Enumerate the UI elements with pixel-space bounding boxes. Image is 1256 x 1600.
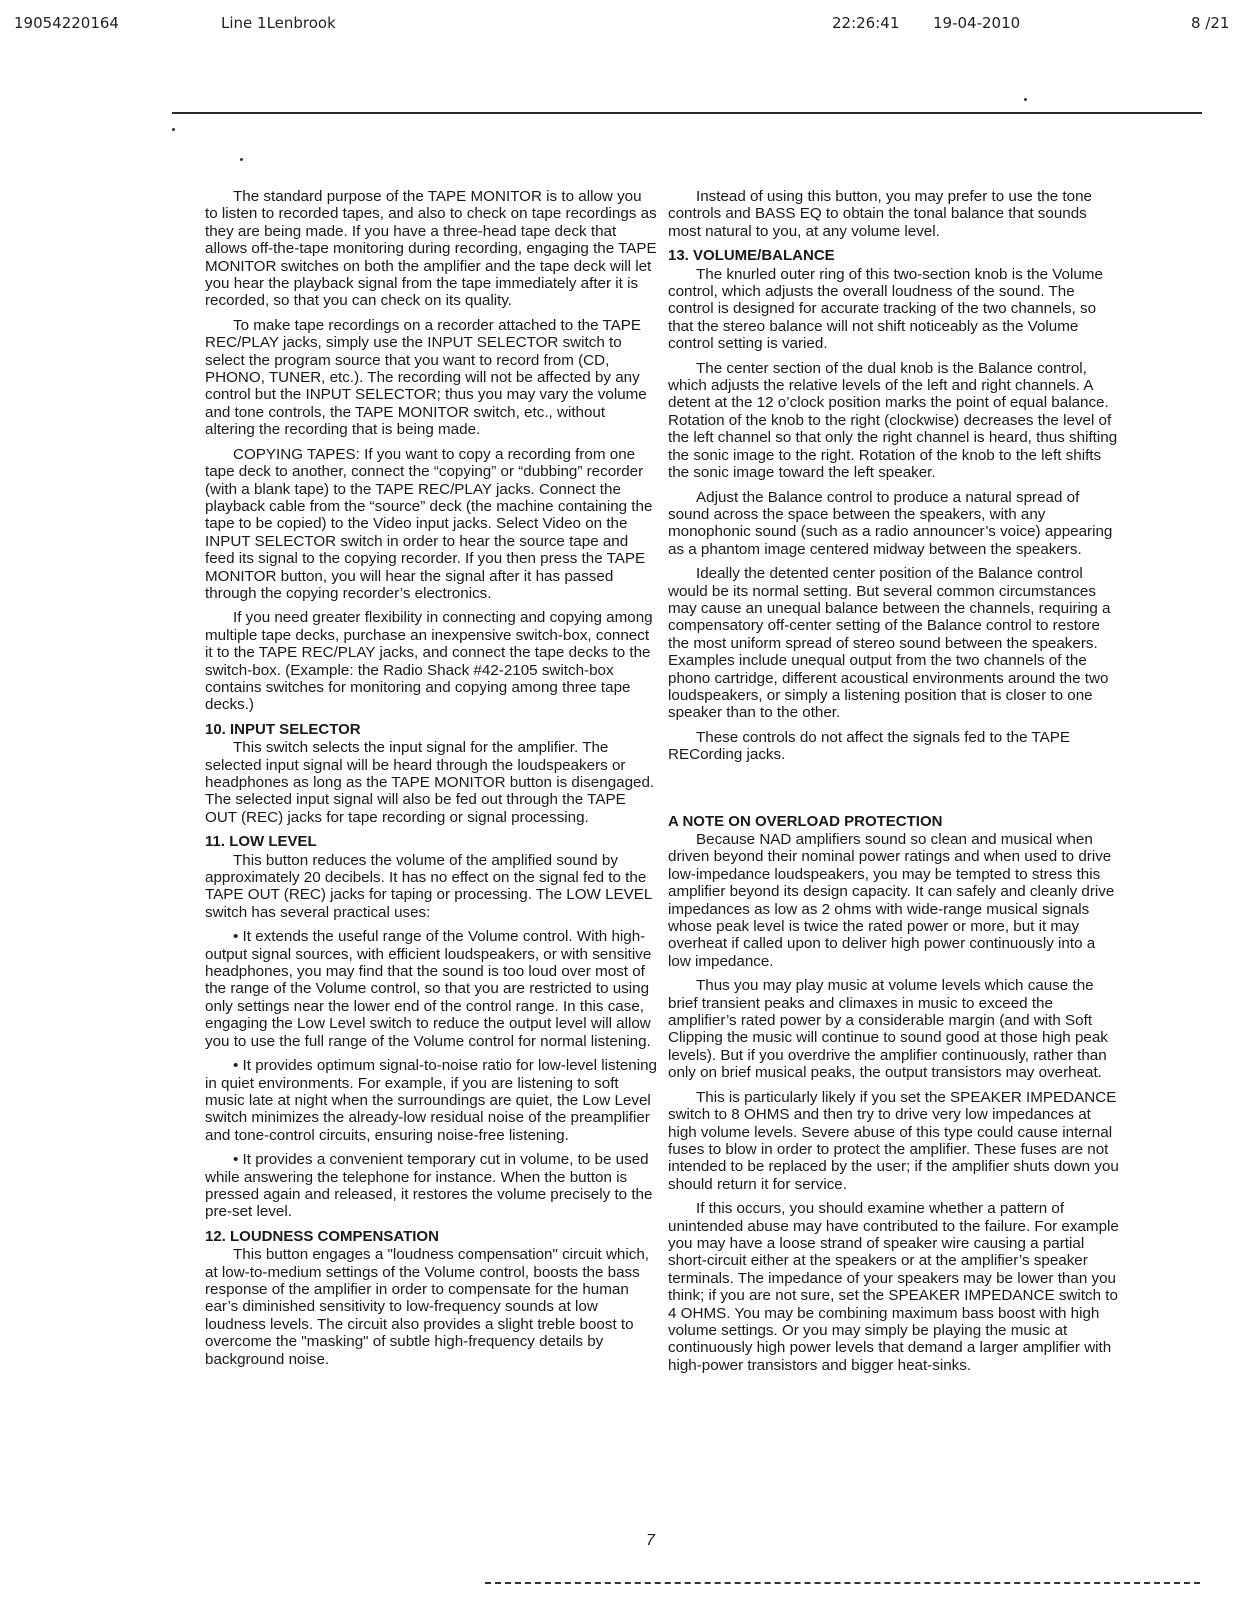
paragraph-tape-recordings: To make tape recordings on a recorder attached to the TAPE REC/PLAY jacks, simply use the INPUT SELECTOR switch to select the program source that you want to record from (CD, PHONO, TUNER, etc.). The recording will not be affected by any control but the INPUT SELECTOR; thus you may vary the volume and tone controls, the TAPE MONITOR switch, etc., without altering the recording that is being made. xyxy=(205,316,647,439)
scan-speck xyxy=(172,128,175,131)
fax-time: 22:26:41 xyxy=(832,14,900,32)
paragraph-low-level-intro: This button reduces the volume of the amplified sound by approximately 20 decibels. It has no effect on the signal fed to the TAPE OUT (REC) jacks for taping or processing. The LOW LEVEL switch has several practical uses: xyxy=(205,851,652,921)
paragraph-balance-control: The center section of the dual knob is the Balance control, which adjusts the relative levels of the left and right channels. A detent at the 12 o’clock position marks the point of equal balance. Rotation of the knob to the right (clockwise) decreases the level of the left channel so that only the right channel is heard, thus shifting the sonic image to the right. Rotation of the knob to the left shifts the sonic image toward the left speaker. xyxy=(668,359,1118,482)
heading-loudness-compensation: 12. LOUDNESS COMPENSATION xyxy=(205,1227,439,1245)
page-number: 7 xyxy=(646,1532,655,1549)
paragraph-overload-peaks: Thus you may play music at volume levels which cause the brief transient peaks and climaxes in music to exceed the amplifier’s rated power by a considerable margin (and with Soft Clipping the music will continue to sound good at those high peak levels). But if you overdrive the amplifier continuously, rather than only on brief musical peaks, the output transistors may overheat. xyxy=(668,977,1108,1082)
scan-speck xyxy=(240,158,243,161)
paragraph-tape-monitor: The standard purpose of the TAPE MONITOR is to allow you to listen to recorded tapes, and also to check on tape recordings as they are being made. If you have a three-head tape deck that allows off-the-tape monitoring during recording, engaging the TAPE MONITOR switches on both the amplifier and the tape deck will let you hear the playback signal from the tape immediately after it is recorded, so that you can check on its quality. xyxy=(205,188,657,310)
fax-sender: Line 1Lenbrook xyxy=(221,14,336,32)
paragraph-switch-box: If you need greater flexibility in connecting and copying among multiple tape decks, purchase an inexpensive switch-box, connect it to the TAPE REC/PLAY jacks, and connect the tape decks to the switch-box. (Example: the Radio Shack #42-2105 switch-box contains switches for monitoring and copying among three tape decks.) xyxy=(205,609,653,714)
paragraph-copying-tapes: COPYING TAPES: If you want to copy a recording from one tape deck to another, connect the “copying” or “dubbing” recorder (with a blank tape) to the TAPE REC/PLAY jacks. Connect the playback cable from the “source” deck (the machine containing the tape to be copied) to the Video input jacks. Select Video on the INPUT SELECTOR switch in order to hear the source tape and feed its signal to the copying recorder. If you then press the TAPE MONITOR button, you will hear the signal after it has passed through the copying recorder’s electronics. xyxy=(205,445,653,602)
paragraph-volume-control: The knurled outer ring of this two-section knob is the Volume control, which adjusts the overall loudness of the sound. The control is designed for accurate tracking of the two channels, so that the stereo balance will not shift noticeably as the Volume control setting is varied. xyxy=(668,265,1103,353)
paragraph-input-selector: This switch selects the input signal for the amplifier. The selected input signal will be heard through the loudspeakers or headphones as long as the TAPE MONITOR button is disengaged. The selected input signal will also be fed out through the TAPE OUT (REC) jacks for tape recording or signal processing. xyxy=(205,739,655,826)
heading-low-level: 11. LOW LEVEL xyxy=(205,833,317,851)
paragraph-balance-center: Ideally the detented center position of the Balance control would be its normal setting. But several common circumstances may cause an unequal balance between the channels, requiring a compensatory off-center setting of the Balance control to restore the most uniform spread of stereo sound between the speakers. Examples include unequal output from the two channels of the phono cartridge, different acoustical environments around the two loudspeakers, or simply a listening position that is closer to one speaker than to the other. xyxy=(668,565,1111,722)
paragraph-overload-failure: If this occurs, you should examine whether a pattern of unintended abuse may have contributed to the failure. For example you may have a loose strand of speaker wire causing a partial short-circuit either at the speakers or at the amplifier’s speaker terminals. The impedance of your speakers may be lower than you think; if you are not sure, set the SPEAKER IMPEDANCE switch to 4 OHMS. You may be combining maximum bass boost with high volume settings. Or you may simply be playing the music at continuously high power levels that demand a larger amplifier with high-power transistors and bigger heat-sinks. xyxy=(668,1200,1119,1374)
paragraph-tape-rec-note: These controls do not affect the signals fed to the TAPE RECording jacks. xyxy=(668,728,1071,764)
paragraph-overload-intro: Because NAD amplifiers sound so clean and musical when driven beyond their nominal power ratings and when used to drive low-impedance loudspeakers, you may be tempted to stress this amplifier beyond its design capacity. It can safely and cleanly drive impedances as low as 2 ohms with wide-range musical signals whose peak level is twice the rated power or more, but it may overheat if called upon to deliver high power continuously into a low impedance. xyxy=(668,831,1115,970)
fax-header xyxy=(0,14,1256,36)
fax-number: 19054220164 xyxy=(14,14,119,32)
bottom-scan-rule xyxy=(485,1582,1200,1584)
paragraph-low-level-cut: • It provides a convenient temporary cut in volume, to be used while answering the telephone for instance. When the button is pressed again and released, it restores the volume precisely to the pre-set level. xyxy=(205,1151,653,1221)
paragraph-low-level-noise: • It provides optimum signal-to-noise ratio for low-level listening in quiet environments. For example, if you are listening to soft music late at night when the surroundings are quiet, the Low Level switch minimizes the already-low residual noise of the preamplifier and tone-control circuits, ensuring noise-free listening. xyxy=(205,1057,657,1144)
scan-speck xyxy=(1024,98,1027,101)
paragraph-overload-impedance: This is particularly likely if you set the SPEAKER IMPEDANCE switch to 8 OHMS and then try to drive very low impedances at high volume levels. Severe abuse of this type could cause internal fuses to blow in order to protect the amplifier. These fuses are not intended to be replaced by the user; if the amplifier shuts down you should return it for service. xyxy=(668,1088,1119,1193)
top-scan-rule xyxy=(172,112,1202,114)
heading-overload-protection: A NOTE ON OVERLOAD PROTECTION xyxy=(668,812,943,830)
fax-date: 19-04-2010 xyxy=(933,14,1021,32)
paragraph-tone-controls: Instead of using this button, you may prefer to use the tone controls and BASS EQ to obtain the tonal balance that sounds most natural to you, at any volume level. xyxy=(668,188,1092,240)
paragraph-low-level-range: • It extends the useful range of the Volume control. With high-output signal sources, with efficient loudspeakers, or with sensitive headphones, you may find that the sound is too loud over most of the range of the Volume control, so that you are restricted to using only settings near the lower end of the control range. In this case, engaging the Low Level switch to reduce the output level will allow you to use the full range of the Volume control for normal listening. xyxy=(205,928,652,1050)
fax-page-count: 8 /21 xyxy=(1191,14,1230,32)
heading-input-selector: 10. INPUT SELECTOR xyxy=(205,720,361,738)
right-column xyxy=(668,188,1120,1381)
heading-volume-balance: 13. VOLUME/BALANCE xyxy=(668,247,835,265)
left-column xyxy=(205,188,657,1375)
paragraph-balance-adjust: Adjust the Balance control to produce a natural spread of sound across the space between the speakers, with any monophonic sound (such as a radio announcer’s voice) appearing as a phantom image centered midway between the speakers. xyxy=(668,488,1113,558)
paragraph-loudness-compensation: This button engages a "loudness compensation" circuit which, at low-to-medium settings of the Volume control, boosts the bass response of the amplifier in order to compensate for the human ear’s diminished sensitivity to low-frequency sounds at low loudness levels. The circuit also provides a slight treble boost to overcome the "masking" of subtle high-frequency details by background noise. xyxy=(205,1246,650,1368)
section-gap xyxy=(668,771,1120,811)
